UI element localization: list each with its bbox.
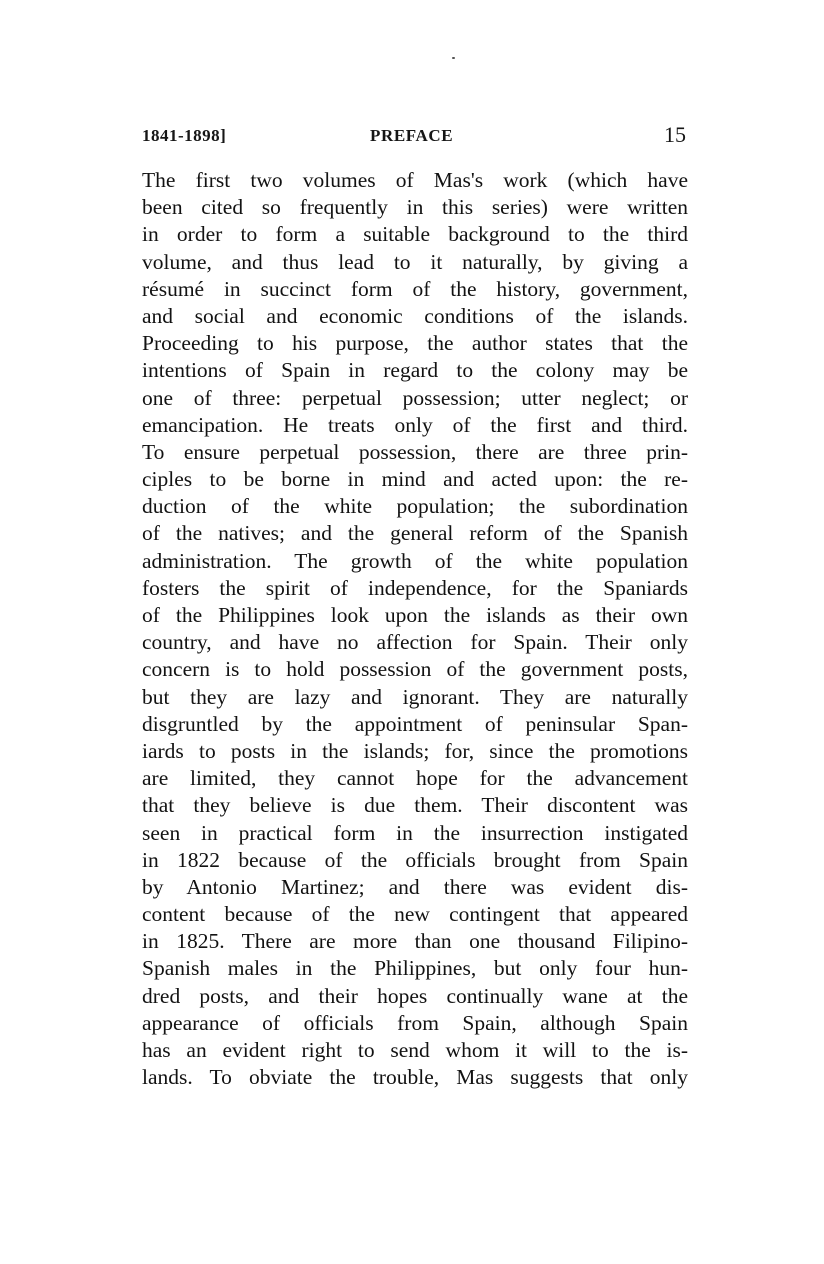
body-text bbox=[142, 167, 688, 1091]
text-line: in 1822 because of the officials brought from Spain bbox=[142, 847, 688, 872]
print-speck bbox=[452, 57, 455, 59]
text-line: of the Philippines look upon the islands as their own bbox=[142, 603, 688, 627]
text-line: has an evident right to send whom it will to the is- bbox=[142, 1038, 688, 1062]
text-line: of the natives; and the general reform of the Spanish bbox=[142, 521, 688, 546]
text-line: been cited so frequently in this series) were written bbox=[142, 195, 688, 220]
text-line: Spanish males in the Philippines, but only four hun- bbox=[142, 956, 688, 981]
text-line: seen in practical form in the insurrection instigated bbox=[142, 820, 688, 845]
text-line: ciples to be borne in mind and acted upon: the re- bbox=[142, 467, 688, 492]
text-line: emancipation. He treats only of the first and third. bbox=[142, 412, 688, 437]
date-range: 1841-1898] bbox=[142, 126, 227, 145]
text-line: in 1825. There are more than one thousand Filipino- bbox=[142, 929, 688, 954]
page-number: 15 bbox=[664, 122, 686, 147]
text-line: concern is to hold possession of the government posts, bbox=[142, 657, 688, 682]
text-line: disgruntled by the appointment of peninsular Span- bbox=[142, 711, 688, 736]
text-line: appearance of officials from Spain, although Spain bbox=[142, 1010, 688, 1035]
text-line: dred posts, and their hopes continually wane at the bbox=[142, 983, 688, 1008]
text-line: are limited, they cannot hope for the advancement bbox=[142, 766, 688, 791]
text-line: résumé in succinct form of the history, government, bbox=[142, 276, 688, 301]
text-line: one of three: perpetual possession; utter neglect; or bbox=[142, 385, 688, 410]
text-line: fosters the spirit of independence, for the Spaniards bbox=[142, 575, 688, 600]
section-title: PREFACE bbox=[370, 126, 454, 145]
text-line: iards to posts in the islands; for, since the promotions bbox=[142, 738, 688, 763]
running-head bbox=[142, 124, 686, 148]
text-line: content because of the new contingent that appeared bbox=[142, 902, 688, 927]
text-line: The first two volumes of Mas's work (which have bbox=[142, 168, 688, 192]
text-line: and social and economic conditions of the islands. bbox=[142, 303, 688, 328]
text-line: that they believe is due them. Their discontent was bbox=[142, 793, 688, 818]
text-line: in order to form a suitable background to the third bbox=[142, 222, 688, 247]
text-line: To ensure perpetual possession, there are three prin- bbox=[142, 439, 688, 464]
text-line: intentions of Spain in regard to the colony may be bbox=[142, 358, 688, 383]
text-line: country, and have no affection for Spain. Their only bbox=[142, 630, 688, 655]
text-line: by Antonio Martinez; and there was evident dis- bbox=[142, 874, 688, 899]
text-line: volume, and thus lead to it naturally, by giving a bbox=[142, 249, 688, 274]
text-line: lands. To obviate the trouble, Mas suggests that only bbox=[142, 1065, 688, 1090]
text-line: administration. The growth of the white population bbox=[142, 548, 688, 573]
text-line: but they are lazy and ignorant. They are naturally bbox=[142, 684, 688, 709]
text-line: duction of the white population; the subordination bbox=[142, 494, 688, 519]
text-line: Proceeding to his purpose, the author states that the bbox=[142, 331, 688, 356]
